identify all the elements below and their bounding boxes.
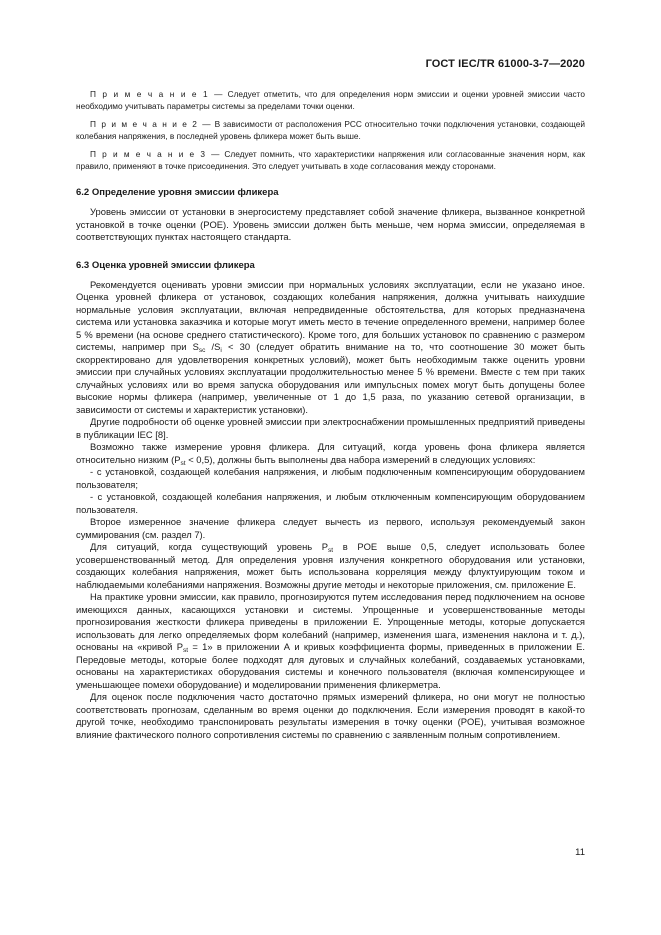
paragraph [76, 541, 585, 591]
note-label: П р и м е ч а н и е 1 — [90, 89, 224, 99]
subscript: sc [198, 347, 206, 354]
text-run: в POE выше 0,5, следует использовать более усовершенствованный метод. Для определения уровня излучения конкретного оборудования или установки, создающих колебания напряжения, может быть использована корреляция между флуктуирующим током и наблюдаемыми колебаниями напряжения. Возможны другие методы и некоторые приложения, см. приложение Е. [76, 541, 585, 590]
text-run: < 0,5), должны быть выполнены два набора измерений в следующих условиях: [185, 453, 536, 465]
subscript: st [182, 647, 189, 654]
note-label: П р и м е ч а н и е 2 — [90, 119, 212, 129]
text-run: = 1» в приложении А и кривых коэффициента формы, приведенных в приложении Е. Передовые методы, которые более подходят для дуговых и случайных колебаний, создаваемых установками, основаны на характеристиках оборудования системы и конечного пользователя (включая компенсирующее и уменьшающее помехи оборудование) и моделировании применения фликерметра. [76, 641, 585, 690]
paragraph: Для оценок после подключения часто достаточно прямых измерений фликера, но они могут не полностью соответствовать прогнозам, сделанным во время оценки до подключения. Если измерения проводят в какой-то другой точке, необходимо транспонировать результаты измерения в точку оценки (POE), учитывая возможное влияние фактического полного сопротивления системы по сравнению с заявленным полным сопротивлением. [76, 691, 585, 740]
note-text: Следует отметить, что для определения норм эмиссии и оценки уровней эмиссии часто необходимо учитывать параметры системы за пределами точки оценки. [76, 89, 585, 111]
page-number: 11 [575, 847, 585, 858]
note-2 [76, 118, 585, 142]
paragraph: Уровень эмиссии от установки в энергосистему представляет собой значение фликера, вызванное конкретной установкой в точке оценки (POE). Уровень эмиссии должен быть меньше, чем норма эмиссии, определяемая в соответствующих пунктах настоящего стандарта. [76, 206, 585, 242]
page-content [76, 88, 585, 741]
section-heading: 6.2 Определение уровня эмиссии фликера [76, 187, 279, 198]
note-1 [76, 88, 585, 112]
subscript: i [220, 347, 222, 354]
text-run: /S [205, 341, 221, 352]
dash-list-item: - с установкой, создающей колебания напряжения, и любым подключенным компенсирующим оборудованием пользователя; [76, 466, 585, 490]
section-heading: 6.3 Оценка уровней эмиссии фликера [76, 259, 255, 271]
note-text: Следует помнить, что характеристики напряжения или согласованные значения норм, как правило, применяют в точке присоединения. Это следует учитывать в ходе согласования между сторонами. [76, 149, 585, 171]
text-run: < 30 (следует обратить внимание на то, что соотношение 30 может быть скорректировано для удовлетворения конкретных условий), может быть необходимым также оценить уровни эмиссии при случайных условиях эксплуатации продолжительностью менее 5 % времени. Вместе с тем при таких случайных условиях или во время запуска оборудования или импульсных помех могут быть допущены более высокие нормы фликера (например, увеличенные от 1 до 1,5 раза, по указанию сетевой организации, в зависимости от системы и характеристик установки). [76, 341, 585, 415]
dash-list-item: - с установкой, создающей колебания напряжения, и любым отключенным компенсирующим оборудованием пользователя. [76, 491, 585, 515]
subscript: st [180, 459, 186, 467]
standard-header: ГОСТ IEC/TR 61000-3-7—2020 [425, 58, 585, 70]
text-run: Рекомендуется оценивать уровни эмиссии при нормальных условиях эксплуатации, если не указано иное. Оценка уровней фликера от установок, создающих колебания напряжения, должна учитывать наихудшие нормальные условия эксплуатации, включая непредвиденные обстоятельства, для которых предназначена система или установка заказчика и которые могут иметь место в течение определенного времени, например более 5 % времени (на основе среднего статистического). Кроме того, для больших установок по сравнению с размером системы, например при S [76, 278, 585, 352]
paragraph: Второе измеренное значение фликера следует вычесть из первого, используя рекомендуемый закон суммирования (см. раздел 7). [76, 516, 585, 540]
note-text: В зависимости от расположения PCC относительно точки подключения установки, создающей колебания напряжения, в последней уровень фликера может быть выше. [76, 119, 585, 141]
note-label: П р и м е ч а н и е 3 — [90, 149, 221, 159]
note-3 [76, 148, 585, 172]
text-run: На практике уровни эмиссии, как правило, прогнозируются путем исследования перед подключением на основе имеющихся данных, касающихся установки и системы. Упрощенные и усовершенствованные методы прогнозирования жесткости фликера приведены в приложении Е. Упрощенные методы, которые допускается использовать для легко определяемых форм колебаний (например, изменения шага, изменения наклона и т. д.), основаны на «кривой P [76, 591, 585, 652]
text-run: Возможно также измерение уровня фликера. Для ситуаций, когда уровень фона фликера является относительно низким (P [76, 441, 585, 465]
paragraph: Другие подробности об оценке уровней эмиссии при электроснабжении промышленных предприятий приведены в публикации IEC [8]. [76, 416, 585, 440]
text-run: Для ситуаций, когда существующий уровень P [90, 541, 329, 552]
paragraph [76, 591, 585, 691]
subscript: st [328, 547, 334, 554]
paragraph [76, 441, 585, 466]
paragraph [76, 279, 585, 417]
